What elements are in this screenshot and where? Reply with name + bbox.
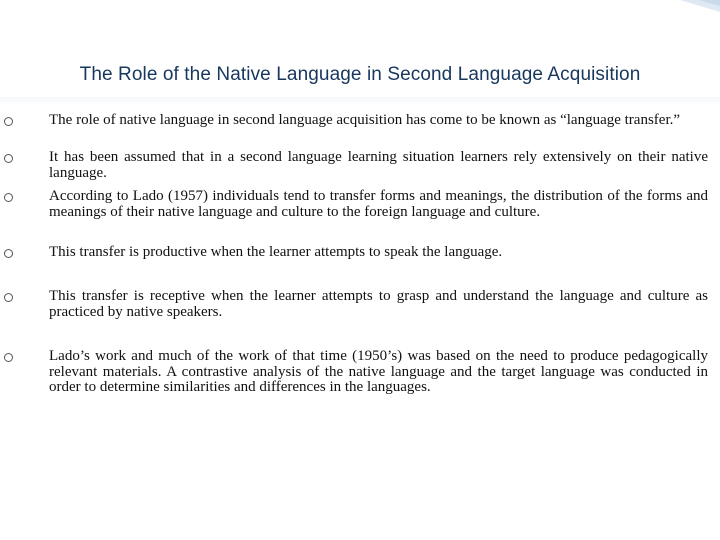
- bullet-text: The role of native language in second language acquisition has come to be known as “language transfer.”: [49, 112, 681, 128]
- bullet-circle-icon: [4, 249, 13, 258]
- bullet-text: According to Lado (1957) individuals tend to transfer forms and meanings, the distribution of the forms and meanings of their native language and culture to the foreign language and culture.: [49, 188, 708, 220]
- title-divider: [0, 97, 720, 105]
- bullet-circle-icon: [4, 154, 13, 163]
- bullet-circle-icon: [4, 117, 13, 126]
- corner-decoration: [660, 0, 720, 40]
- bullet-text: Lado’s work and much of the work of that time (1950’s) was based on the need to produce pedagogically relevant materials. A contrastive analysis of the native language and the target language was conducted in order to determine similarities and differences in the languages.: [49, 348, 708, 395]
- bullet-circle-icon: [4, 193, 13, 202]
- bullet-circle-icon: [4, 293, 13, 302]
- bullet-text: This transfer is productive when the learner attempts to speak the language.: [49, 244, 503, 260]
- bullet-circle-icon: [4, 353, 13, 362]
- bullet-text: It has been assumed that in a second language learning situation learners rely extensively on their native language.: [49, 149, 708, 181]
- bullet-text: This transfer is receptive when the learner attempts to grasp and understand the language and culture as practiced by native speakers.: [49, 288, 708, 320]
- slide-title: The Role of the Native Language in Second Language Acquisition: [79, 64, 641, 85]
